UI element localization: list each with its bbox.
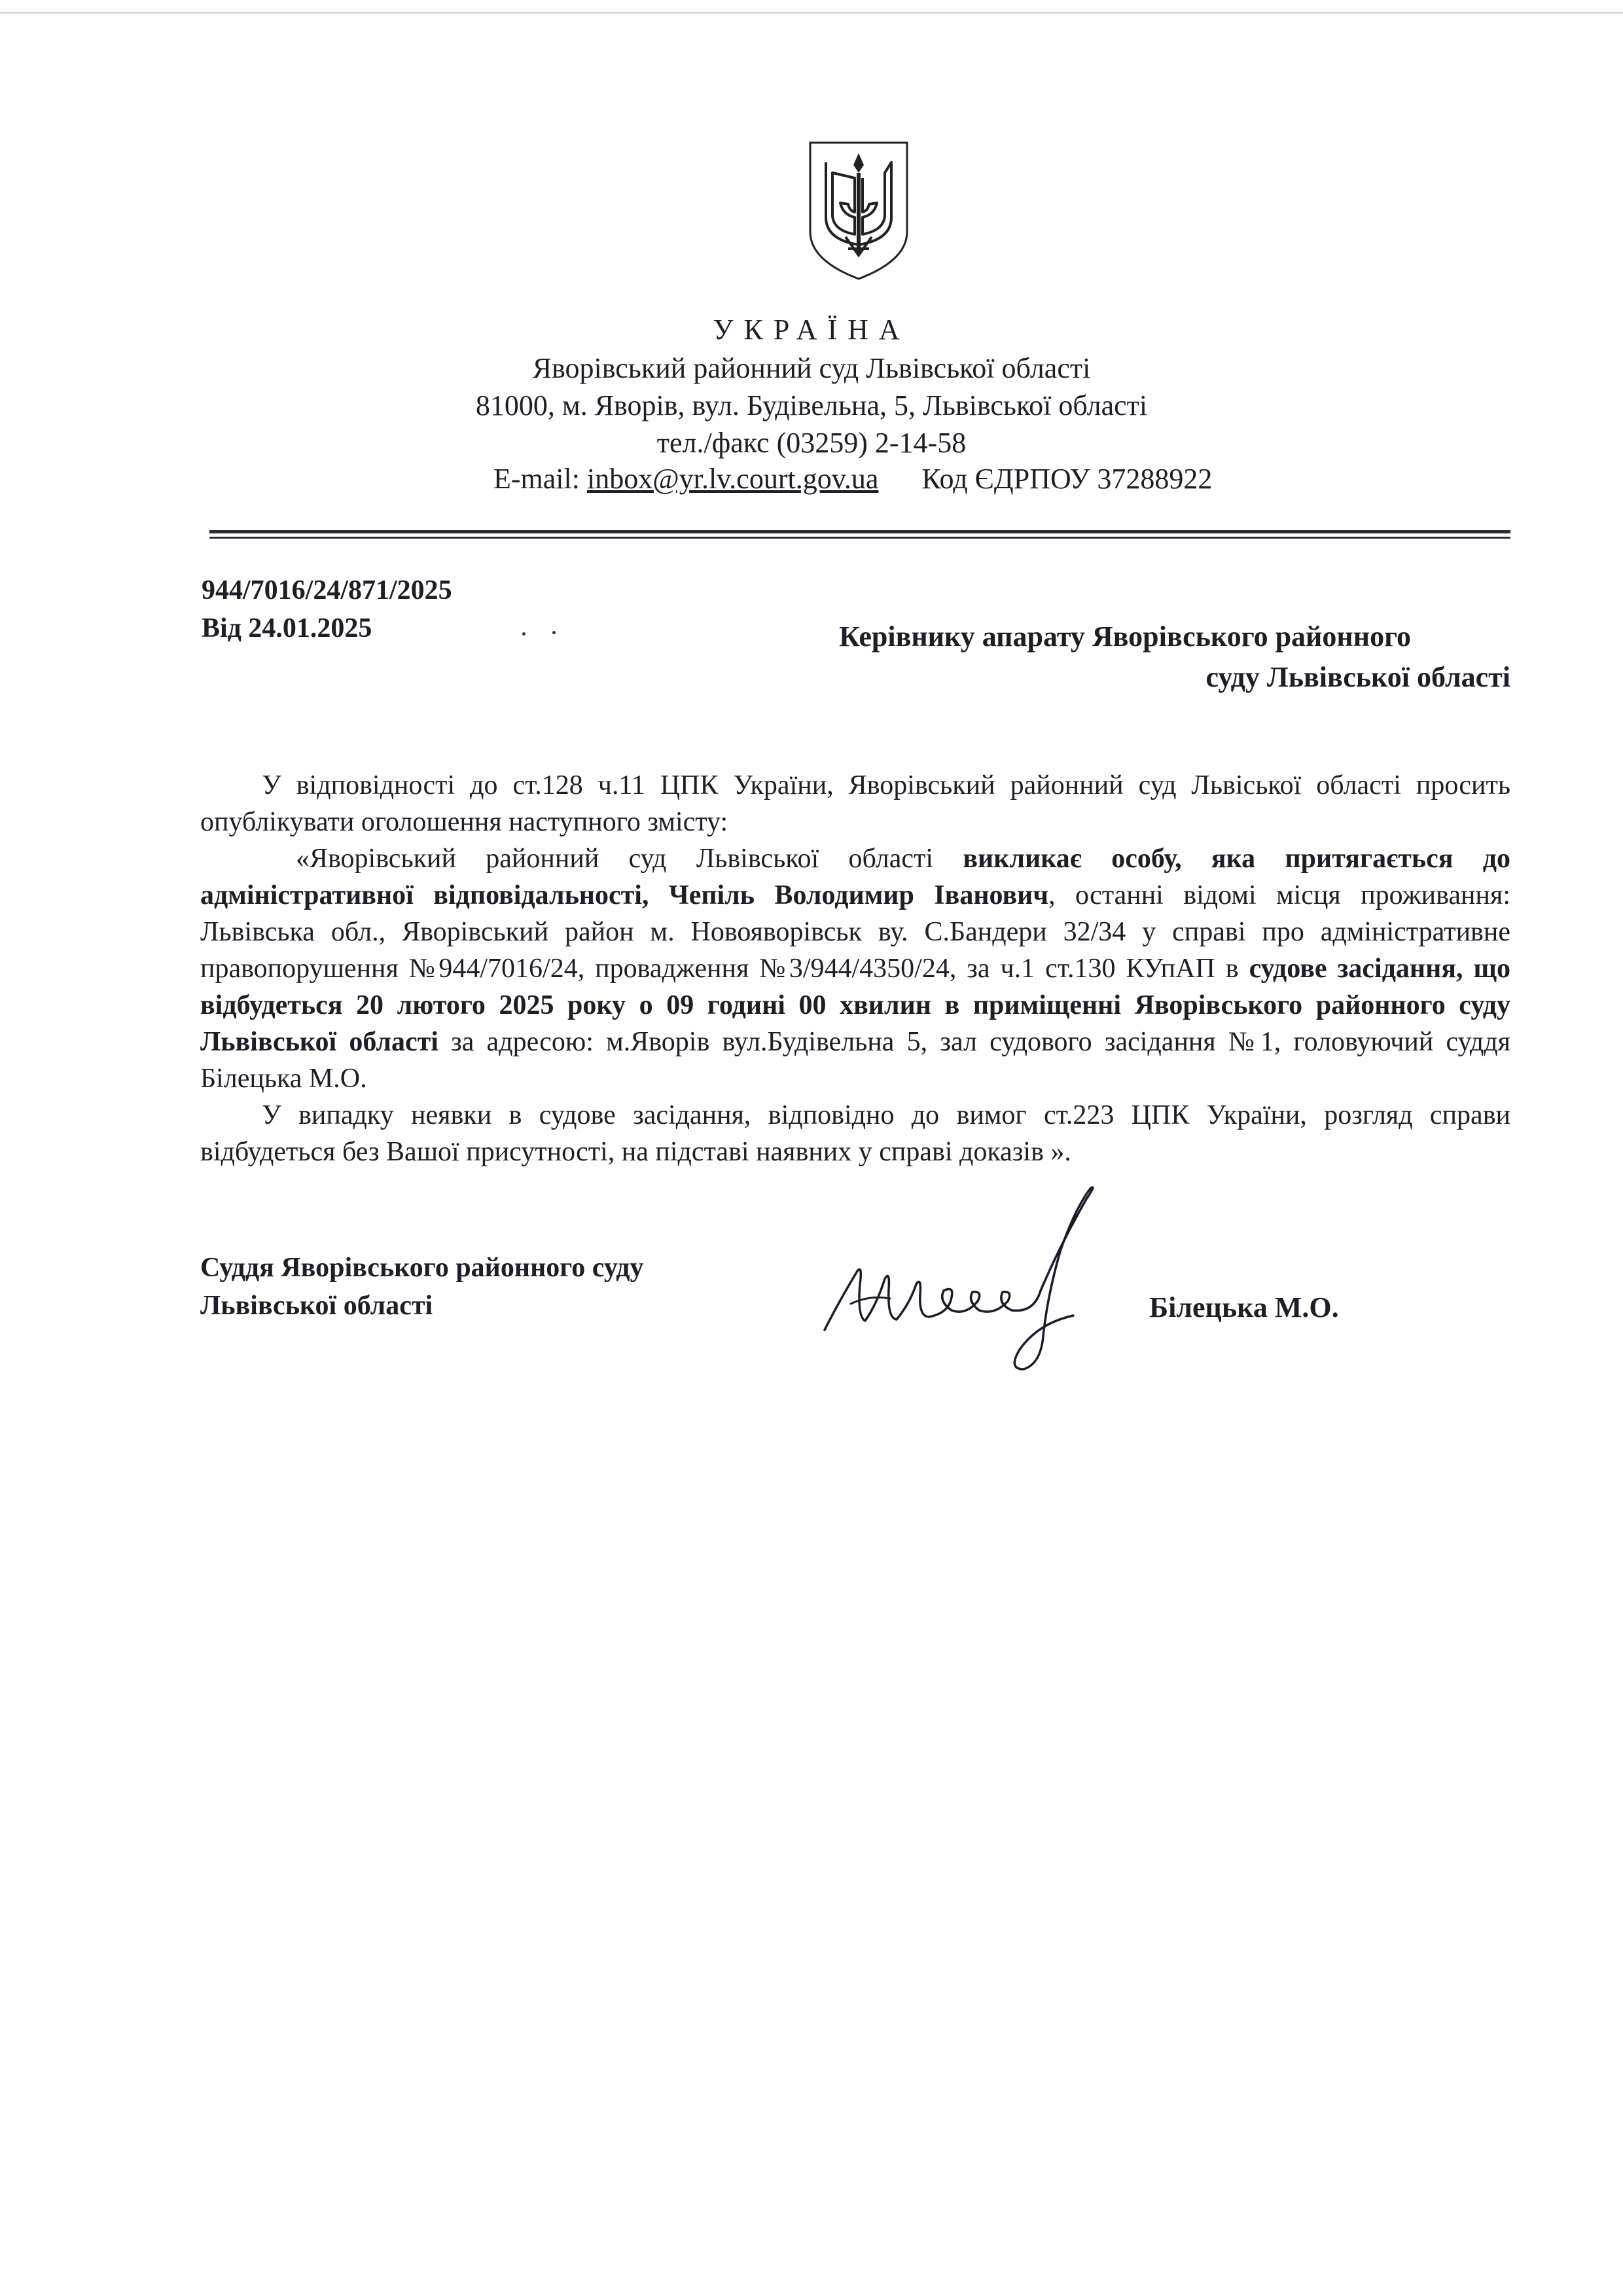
signer-title-line-2: Львівської області — [200, 1291, 433, 1321]
court-phone: тел./факс (03259) 2-14-58 — [656, 427, 967, 459]
edrpou-code: Код ЄДРПОУ 37288922 — [921, 463, 1213, 495]
country-heading: УКРАЇНА — [713, 314, 910, 346]
reference-date: Від 24.01.2025 — [202, 613, 372, 643]
body-paragraph-3: У випадку неявки в судове засідання, відповідно до вимог ст.223 ЦПК України, розгляд справи відбудеться без Вашої присутності, на підставі наявних у справі доказів ». — [200, 1100, 1510, 1167]
signer-title-line-1: Суддя Яворівського районного суду — [200, 1253, 644, 1283]
handwritten-signature — [812, 1173, 1099, 1377]
email-label: E-mail: — [493, 463, 587, 495]
letter-body — [200, 767, 1510, 1170]
addressee — [594, 617, 1510, 698]
header-rule-bottom — [209, 537, 1510, 539]
addressee-line-2: суду Львівської області — [1205, 661, 1510, 693]
contact-line — [493, 462, 1212, 496]
body-paragraph-1: У відповідності до ст.128 ч.11 ЦПК України, Яворівський районний суд Львіської області просить опублікувати оголошення наступного змісту: — [200, 770, 1510, 837]
signer-title — [200, 1249, 644, 1325]
court-name: Яворівський районний суд Львівської області — [532, 352, 1091, 384]
email-link[interactable]: inbox@yr.lv.court.gov.ua — [586, 463, 879, 495]
body-paragraph-2 — [200, 840, 1510, 1097]
addressee-line-1: Керівнику апарату Яворівського районного — [839, 620, 1411, 653]
hearing-datetime: судове засідання, що відбудеться 20 лютого 2025 року о 09 годині 00 хвилин в приміщенні Яворівського районного суду Львівської області — [200, 954, 1510, 1057]
scan-speck — [522, 632, 526, 636]
hearing-location: за адресою: м.Яворів вул.Будівельна 5, зал судового засідання №1, головуючий суддя Білецька М.О. — [200, 1027, 1510, 1094]
scan-edge — [0, 12, 1623, 14]
case-details: , останні відомі місця проживання: Львівська обл., Яворівський район м. Новояворівськ ву. С.Бандери 32/34 у справі про адміністративне правопорушення №944/7016/24, провадження №3/944/4350/24, за ч.1 ст.130 КУпАП в — [200, 880, 1510, 984]
scan-speck — [552, 631, 556, 634]
signer-name: Білецька М.О. — [1149, 1291, 1339, 1323]
summons-subject: викликає особу, яка притягається до адміністративної відповідальності, Чепіль Володимир Іванович — [200, 844, 1510, 910]
header-rule-top — [209, 530, 1510, 533]
announcement-intro: «Яворівський районний суд Львівської області — [296, 844, 963, 874]
trident-coat-of-arms-icon — [806, 139, 911, 283]
reference-number: 944/7016/24/871/2025 — [202, 575, 452, 605]
court-address: 81000, м. Яворів, вул. Будівельна, 5, Львівської області — [475, 389, 1148, 422]
